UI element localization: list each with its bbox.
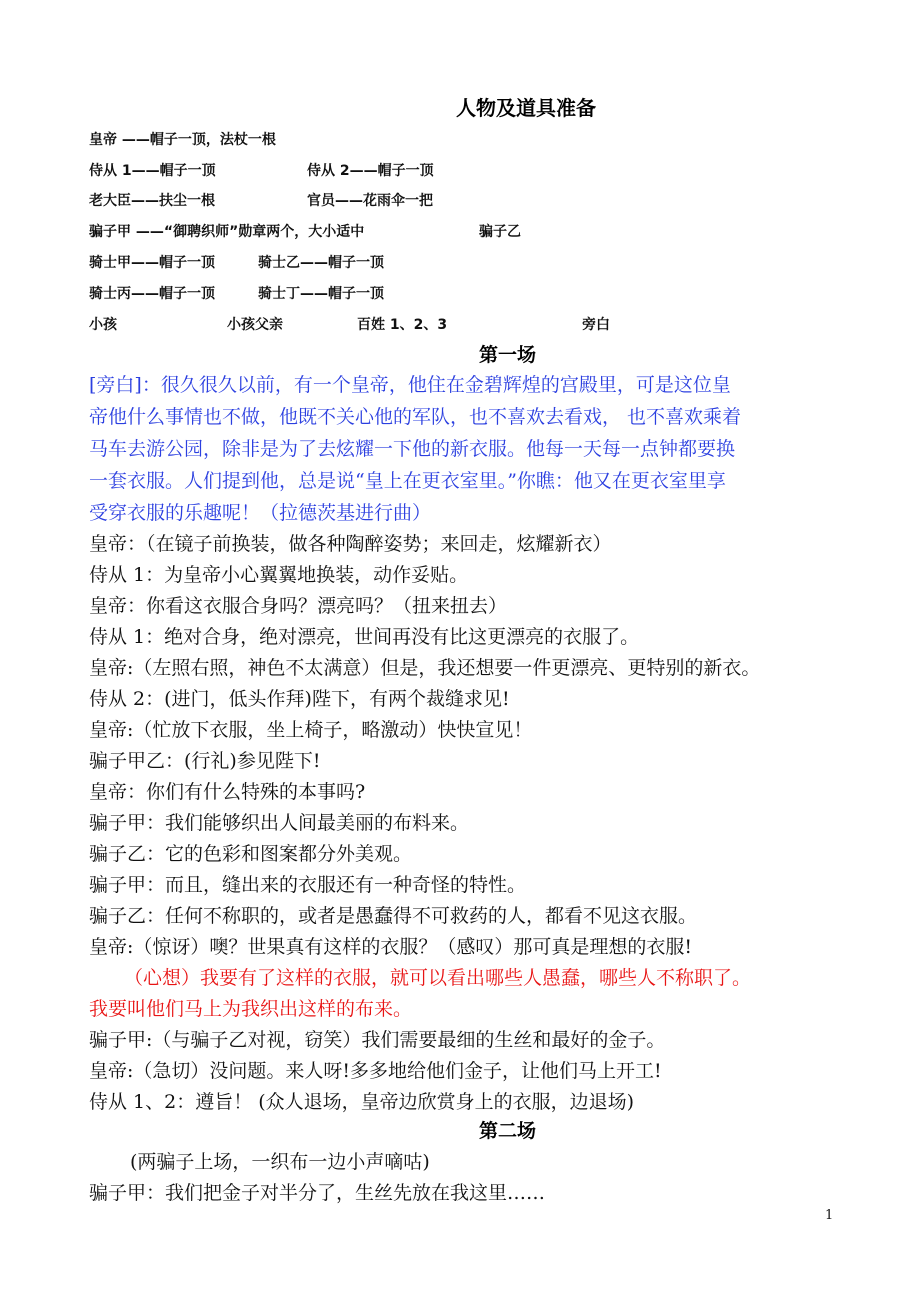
prop-official: 官员——花雨伞一把 <box>307 193 433 209</box>
prop-swindler-a: 骗子甲 ——“御聘织师”勋章两个，大小适中 <box>89 224 365 240</box>
prop-knight-b: 骑士乙——帽子一顶 <box>258 255 384 271</box>
prop-knight-a: 骑士甲——帽子一顶 <box>89 255 215 271</box>
prop-attendant-2: 侍从 2——帽子一顶 <box>307 163 434 179</box>
scene-1-heading: 第一场 <box>479 344 537 366</box>
prop-child: 小孩 <box>89 317 117 333</box>
dialogue-line: 侍从 1、2：遵旨！ (众人退场，皇帝边欣赏身上的衣服，边退场) <box>89 1091 635 1113</box>
narration-line: 受穿衣服的乐趣呢！（拉德茨基进行曲） <box>89 502 432 524</box>
dialogue-line: 骗子甲:（与骗子乙对视，窃笑）我们需要最细的生丝和最好的金子。 <box>89 1029 666 1051</box>
dialogue-line: 骗子甲乙：(行礼)参见陛下! <box>89 750 321 772</box>
prop-child-father: 小孩父亲 <box>227 317 283 333</box>
prop-swindler-b: 骗子乙 <box>479 224 521 240</box>
prop-attendant-1: 侍从 1——帽子一顶 <box>89 163 216 179</box>
scene-2-heading: 第二场 <box>479 1120 537 1142</box>
dialogue-line: 皇帝：你看这衣服合身吗？漂亮吗？（扭来扭去） <box>89 595 508 617</box>
dialogue-line: 皇帝：你们有什么特殊的本事吗? <box>89 781 366 803</box>
dialogue-line: 皇帝:（左照右照，神色不太满意）但是，我还想要一件更漂亮、更特别的新衣。 <box>89 657 761 679</box>
dialogue-line: 骗子乙：它的色彩和图案都分外美观。 <box>89 843 413 865</box>
prop-narrator: 旁白 <box>582 317 610 333</box>
dialogue-line: 侍从 2：(进门，低头作拜)陛下，有两个裁缝求见! <box>89 688 510 710</box>
prop-citizens: 百姓 1、2、3 <box>357 317 448 333</box>
prop-knight-d: 骑士丁——帽子一顶 <box>258 286 384 302</box>
dialogue-line: 皇帝:（急切）没问题。来人呀!多多地给他们金子，让他们马上开工! <box>89 1060 662 1082</box>
inner-thought-line: （心想）我要有了这样的衣服，就可以看出哪些人愚蠢，哪些人不称职了。 <box>124 967 752 989</box>
dialogue-line: 皇帝:（忙放下衣服，坐上椅子，略激动）快快宣见！ <box>89 719 533 741</box>
stage-direction: (两骗子上场，一织布一边小声嘀咕) <box>130 1151 430 1173</box>
page-title: 人物及道具准备 <box>456 96 596 120</box>
narration-line: [旁白]：很久很久以前，有一个皇帝，他住在金碧辉煌的宫殿里，可是这位皇 <box>89 374 731 396</box>
narration-line: 帝他什么事情也不做，他既不关心他的军队，也不喜欢去看戏， 也不喜欢乘着 <box>89 406 742 428</box>
dialogue-line: 侍从 1：为皇帝小心翼翼地换装，动作妥贴。 <box>89 564 469 586</box>
prop-knight-c: 骑士丙——帽子一顶 <box>89 286 215 302</box>
dialogue-line: 皇帝:（惊讶）噢？世果真有这样的衣服？（感叹）那可真是理想的衣服! <box>89 936 693 958</box>
dialogue-line: 骗子乙：任何不称职的，或者是愚蠢得不可救药的人，都看不见这衣服。 <box>89 905 698 927</box>
prop-emperor: 皇帝 ——帽子一顶，法杖一根 <box>89 132 276 148</box>
dialogue-line: 骗子甲：而且，缝出来的衣服还有一种奇怪的特性。 <box>89 874 527 896</box>
dialogue-line: 骗子甲：我们能够织出人间最美丽的布料来。 <box>89 812 470 834</box>
inner-thought-line: 我要叫他们马上为我织出这样的布来。 <box>89 998 413 1020</box>
dialogue-line: 皇帝：（在镜子前换装，做各种陶醉姿势；来回走，炫耀新衣） <box>89 533 612 555</box>
dialogue-line: 侍从 1：绝对合身，绝对漂亮，世间再没有比这更漂亮的衣服了。 <box>89 626 640 648</box>
narration-line: 马车去游公园，除非是为了去炫耀一下他的新衣服。他每一天每一点钟都要换 <box>89 438 736 460</box>
dialogue-line: 骗子甲：我们把金子对半分了，生丝先放在我这里…… <box>89 1182 546 1204</box>
narration-line: 一套衣服。人们提到他，总是说“皇上在更衣室里。”你瞧：他又在更衣室里享 <box>89 470 726 492</box>
page-number: 1 <box>825 1208 834 1223</box>
prop-old-minister: 老大臣——扶尘一根 <box>89 193 215 209</box>
